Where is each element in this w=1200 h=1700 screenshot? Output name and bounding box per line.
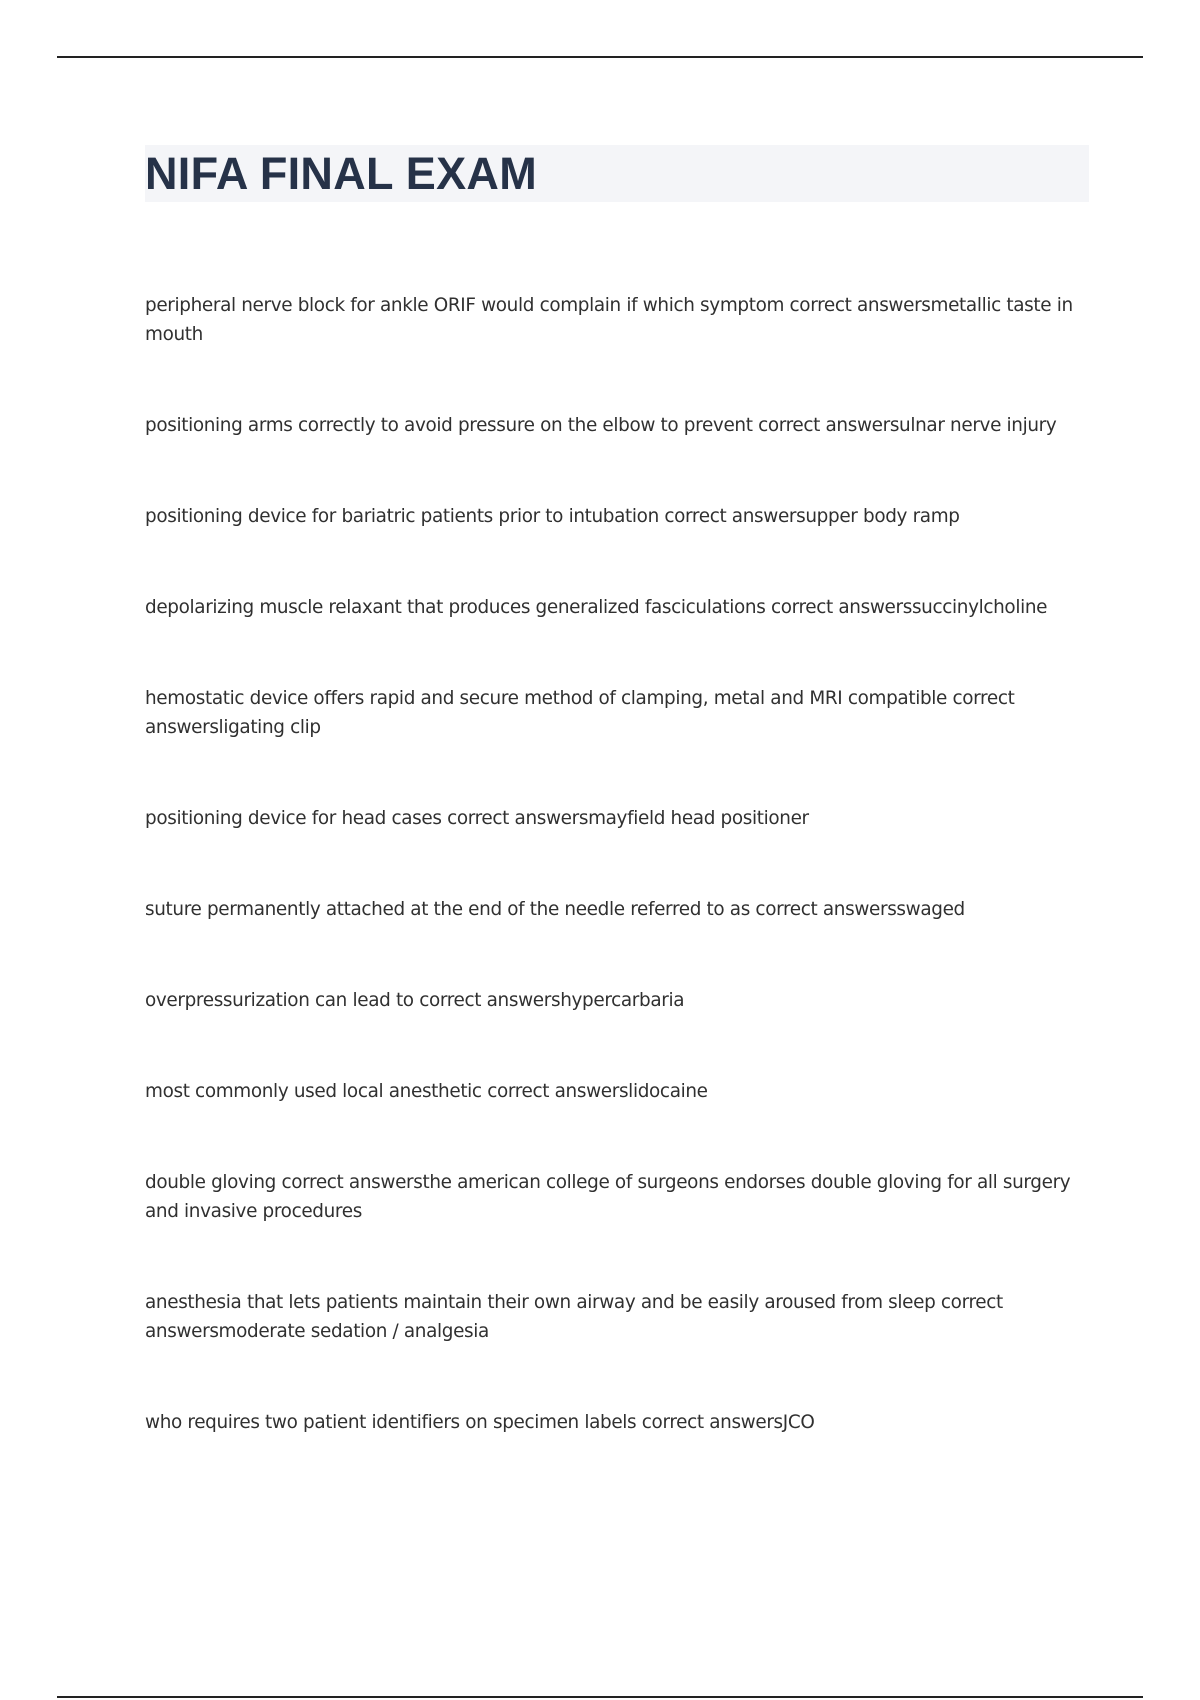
document-title: NIFA FINAL EXAM: [145, 148, 538, 199]
footer-rule: [57, 1696, 1143, 1698]
header-rule: [57, 56, 1143, 58]
qa-item: positioning device for head cases correct answersmayfield head positioner: [145, 808, 809, 829]
qa-item: anesthesia that lets patients maintain their own airway and be easily aroused from sleep correct answersmoderate sedation / analgesia: [145, 1292, 1003, 1342]
qa-item: suture permanently attached at the end of the needle referred to as correct answersswaged: [145, 899, 965, 920]
qa-item: double gloving correct answersthe american college of surgeons endorses double gloving for all surgery and invasive procedures: [145, 1172, 1071, 1222]
qa-item: hemostatic device offers rapid and secure method of clamping, metal and MRI compatible correct answersligating clip: [145, 688, 1015, 738]
qa-item: positioning device for bariatric patients prior to intubation correct answersupper body ramp: [145, 506, 960, 527]
qa-item: positioning arms correctly to avoid pressure on the elbow to prevent correct answersulnar nerve injury: [145, 415, 1057, 436]
qa-item: peripheral nerve block for ankle ORIF would complain if which symptom correct answersmetallic taste in mouth: [145, 295, 1073, 345]
qa-item: overpressurization can lead to correct answershypercarbaria: [145, 990, 685, 1011]
qa-item: most commonly used local anesthetic correct answerslidocaine: [145, 1081, 708, 1102]
qa-item: depolarizing muscle relaxant that produces generalized fasciculations correct answerssuccinylcholine: [145, 597, 1048, 618]
qa-item: who requires two patient identifiers on specimen labels correct answersJCO: [145, 1412, 815, 1433]
